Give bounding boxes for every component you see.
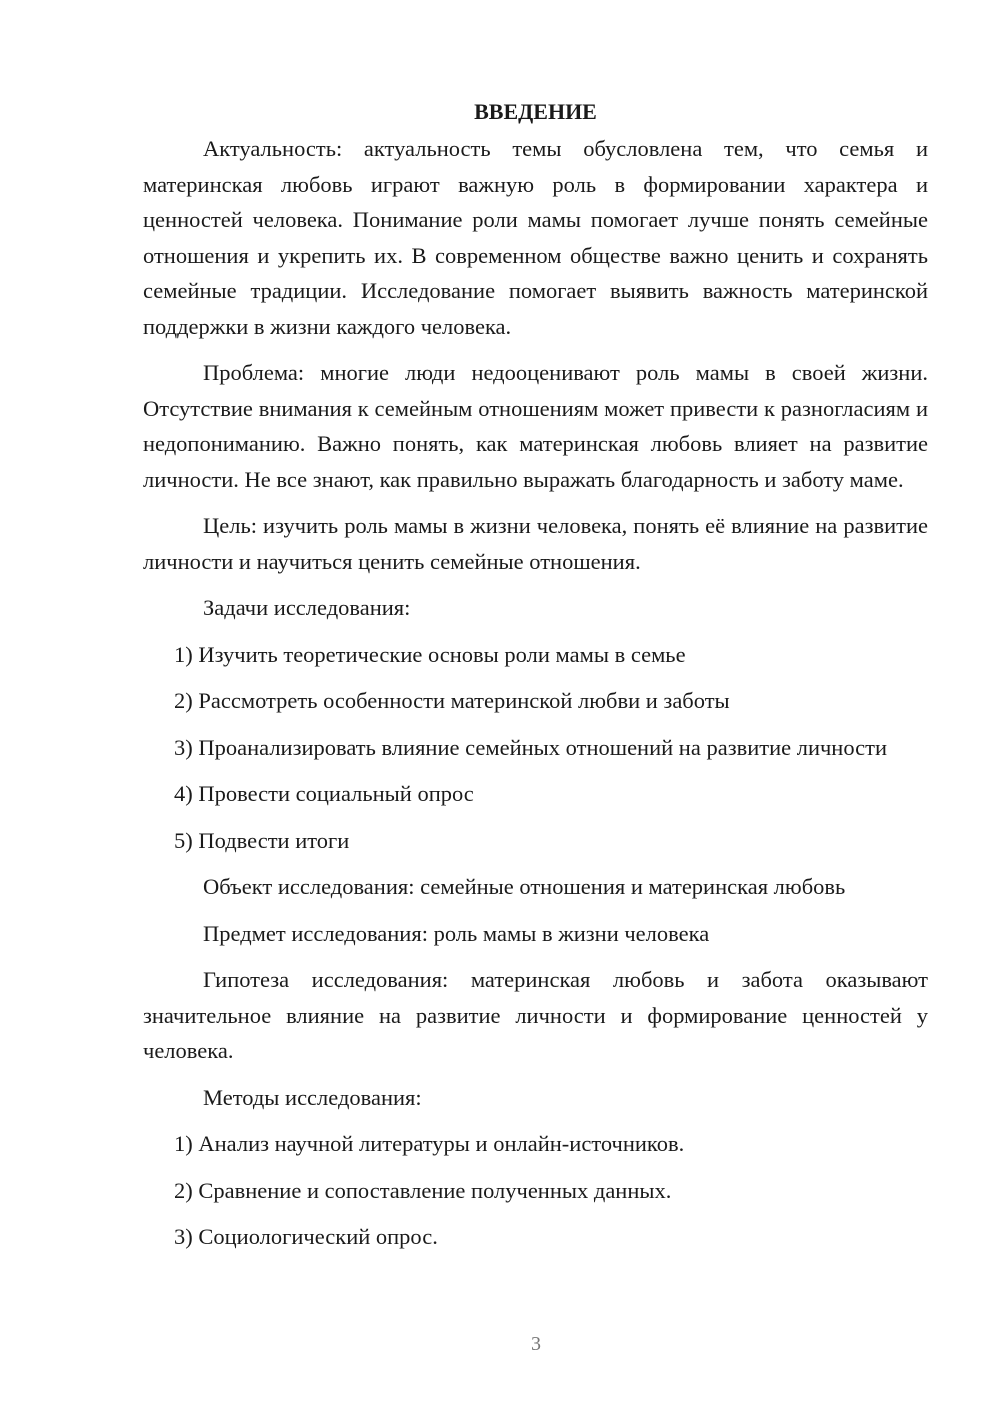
object-line: Объект исследования: семейные отношения и материнская любовь [203, 874, 846, 899]
method-item: 1) Анализ научной литературы и онлайн-источников. [174, 1131, 685, 1156]
relevance-paragraph: Актуальность: актуальность темы обусловлена тем, что семья и материнская любовь играют важную роль в формировании характера и ценностей человека. Понимание роли мамы помогает лучше понять семейные отношения и укрепить их. В современном обществе важно ценить и сохранять семейные традиции. Исследование помогает выявить важность материнской поддержки в жизни каждого человека. [143, 136, 928, 339]
tasks-heading: Задачи исследования: [203, 595, 411, 620]
hypothesis-paragraph: Гипотеза исследования: материнская любовь и забота оказывают значительное влияние на развитие личности и формирование ценностей у человека. [143, 967, 928, 1063]
method-item: 2) Сравнение и сопоставление полученных данных. [174, 1177, 672, 1203]
subject-line: Предмет исследования: роль мамы в жизни человека [203, 920, 710, 946]
task-item: 5) Подвести итоги [174, 827, 350, 853]
task-item: 4) Провести социальный опрос [174, 781, 474, 806]
methods-heading: Методы исследования: [203, 1084, 422, 1110]
task-item: 2) Рассмотреть особенности материнской любви и заботы [174, 688, 730, 713]
goal-paragraph: Цель: изучить роль мамы в жизни человека, понять её влияние на развитие личности и научиться ценить семейные отношения. [143, 513, 928, 574]
section-title: ВВЕДЕНИЕ [474, 99, 597, 124]
method-item: 3) Социологический опрос. [174, 1224, 438, 1249]
problem-paragraph: Проблема: многие люди недооценивают роль мамы в своей жизни. Отсутствие внимания к семейным отношениям может привести к разногласиям и недопониманию. Важно понять, как материнская любовь влияет на развитие личности. Не все знают, как правильно выражать благодарность и заботу маме. [143, 360, 928, 492]
page-number: 3 [531, 1333, 541, 1355]
task-item: 3) Проанализировать влияние семейных отношений на развитие личности [174, 734, 888, 760]
page-content [143, 94, 928, 1266]
task-item: 1) Изучить теоретические основы роли мамы в семье [174, 641, 686, 667]
